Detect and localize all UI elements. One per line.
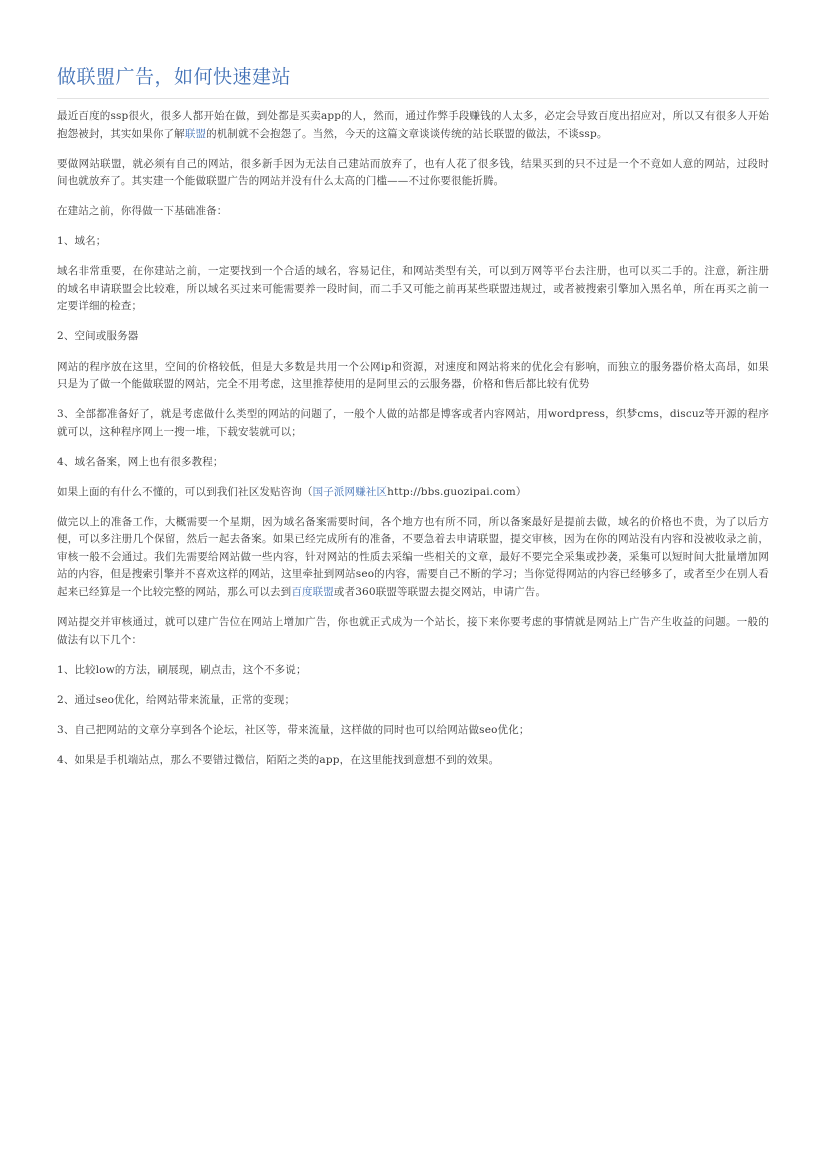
article-paragraph (57, 233, 769, 251)
paragraph-text: 3、全部都准备好了，就是考虑做什么类型的网站的问题了，一般个人做的站都是博客或者内容网站，用wordpress，织梦cms，discuz等开源的程序就可以，这种程序网上一搜一堆，下载安装就可以； (57, 408, 769, 438)
article-body (57, 108, 769, 769)
article-paragraph (57, 692, 769, 710)
inline-link[interactable]: 联盟 (184, 127, 207, 140)
paragraph-text: 1、比较low的方法，刷展现，刷点击，这个不多说； (57, 663, 307, 676)
article-paragraph (57, 108, 769, 143)
article-title: 做联盟广告，如何快速建站 (57, 64, 769, 99)
article-paragraph (57, 406, 769, 441)
article (57, 64, 769, 782)
paragraph-text: 要做网站联盟，就必须有自己的网站，很多新手因为无法自己建站而放弃了，也有人花了很多钱，结果买到的只不过是一个不竟如人意的网站，过段时间也就放弃了。其实建一个能做联盟广告的网站并没有什么太高的门槛——不过你要很能折腾。 (57, 157, 769, 188)
inline-link[interactable]: 国子派网赚社区 (312, 485, 388, 498)
article-paragraph (57, 514, 769, 602)
paragraph-text: 在建站之前，你得做一下基础准备： (57, 205, 228, 218)
paragraph-text: http://bbs.guozipai.com） (387, 485, 527, 498)
inline-link[interactable]: 百度联盟 (291, 585, 334, 598)
paragraph-text: 1、域名； (57, 235, 107, 248)
paragraph-text: 网站的程序放在这里，空间的价格较低，但是大多数是共用一个公网ip和资源，对速度和网站将来的优化会有影响，而独立的服务器价格太高昂，如果只是为了做一个能做联盟的网站，完全不用考虑，这里推荐使用的是阿里云的云服务器，价格和售后都比较有优势 (57, 360, 769, 391)
article-paragraph (57, 263, 769, 316)
article-paragraph (57, 454, 769, 472)
article-paragraph (57, 328, 769, 346)
article-paragraph (57, 662, 769, 680)
article-paragraph (57, 752, 769, 770)
paragraph-text: 的机制就不会抱怨了。当然，今天的这篇文章谈谈传统的站长联盟的做法，不谈ssp。 (206, 127, 608, 140)
article-paragraph (57, 484, 769, 502)
paragraph-text: 2、通过seo优化，给网站带来流量，正常的变现； (57, 693, 296, 706)
article-paragraph (57, 614, 769, 649)
paragraph-text: 如果上面的有什么不懂的，可以到我们社区发贴咨询（ (57, 485, 313, 498)
article-paragraph (57, 359, 769, 394)
paragraph-text: 最近百度的ssp很火，很多人都开始在做，到处都是买卖app的人，然而，通过作弊手段赚钱的人太多，必定会导致百度出招应对，所以又有很多人开始抱怨被封，其实如果你了解 (57, 110, 769, 140)
paragraph-text: 4、如果是手机端站点，那么不要错过微信，陌陌之类的app，在这里能找到意想不到的效果。 (57, 753, 500, 766)
paragraph-text: 域名非常重要，在你建站之前，一定要找到一个合适的域名，容易记住，和网站类型有关，可以到万网等平台去注册，也可以买二手的。注意，新注册的域名申请联盟会比较难，所以域名买过来可能需要养一段时间，而二手又可能之前再某些联盟违规过，或者被搜索引擎加入黑名单，所在再买之前一定要详细的检查； (57, 265, 769, 313)
article-paragraph (57, 722, 769, 740)
article-paragraph (57, 156, 769, 191)
paragraph-text: 或者360联盟等联盟去提交网站，申请广告。 (333, 585, 547, 598)
paragraph-text: 网站提交并审核通过，就可以建广告位在网站上增加广告，你也就正式成为一个站长，接下来你要考虑的事情就是网站上广告产生收益的问题。一般的做法有以下几个： (57, 616, 769, 646)
paragraph-text: 4、域名备案，网上也有很多教程； (57, 455, 224, 468)
paragraph-text: 做完以上的准备工作，大概需要一个星期，因为域名备案需要时间，各个地方也有所不同，所以备案最好是提前去做，域名的价格也不贵，为了以后方便，可以多注册几个保留，然后一起去备案。如果已经完成所有的准备，不要急着去申请联盟，提交审核，因为在你的网站没有内容和没被收录之前，审核一般不会通过。我们先需要给网站做一些内容，针对网站的性质去采编一些相关的文章，最好不要完全采集或抄袭，采集可以短时间大批量增加网站的内容，但是搜索引擎并不喜欢这样的网站，这里牵扯到网站seo的内容，需要自己不断的学习；当你觉得网站的内容已经够多了，或者至少在别人看起来已经算是一个比较完整的网站，那么可以去到 (57, 515, 769, 598)
paragraph-text: 3、自己把网站的文章分享到各个论坛，社区等，带来流量，这样做的同时也可以给网站做seo优化； (57, 723, 530, 736)
paragraph-text: 2、空间或服务器 (57, 330, 139, 343)
article-paragraph (57, 203, 769, 221)
